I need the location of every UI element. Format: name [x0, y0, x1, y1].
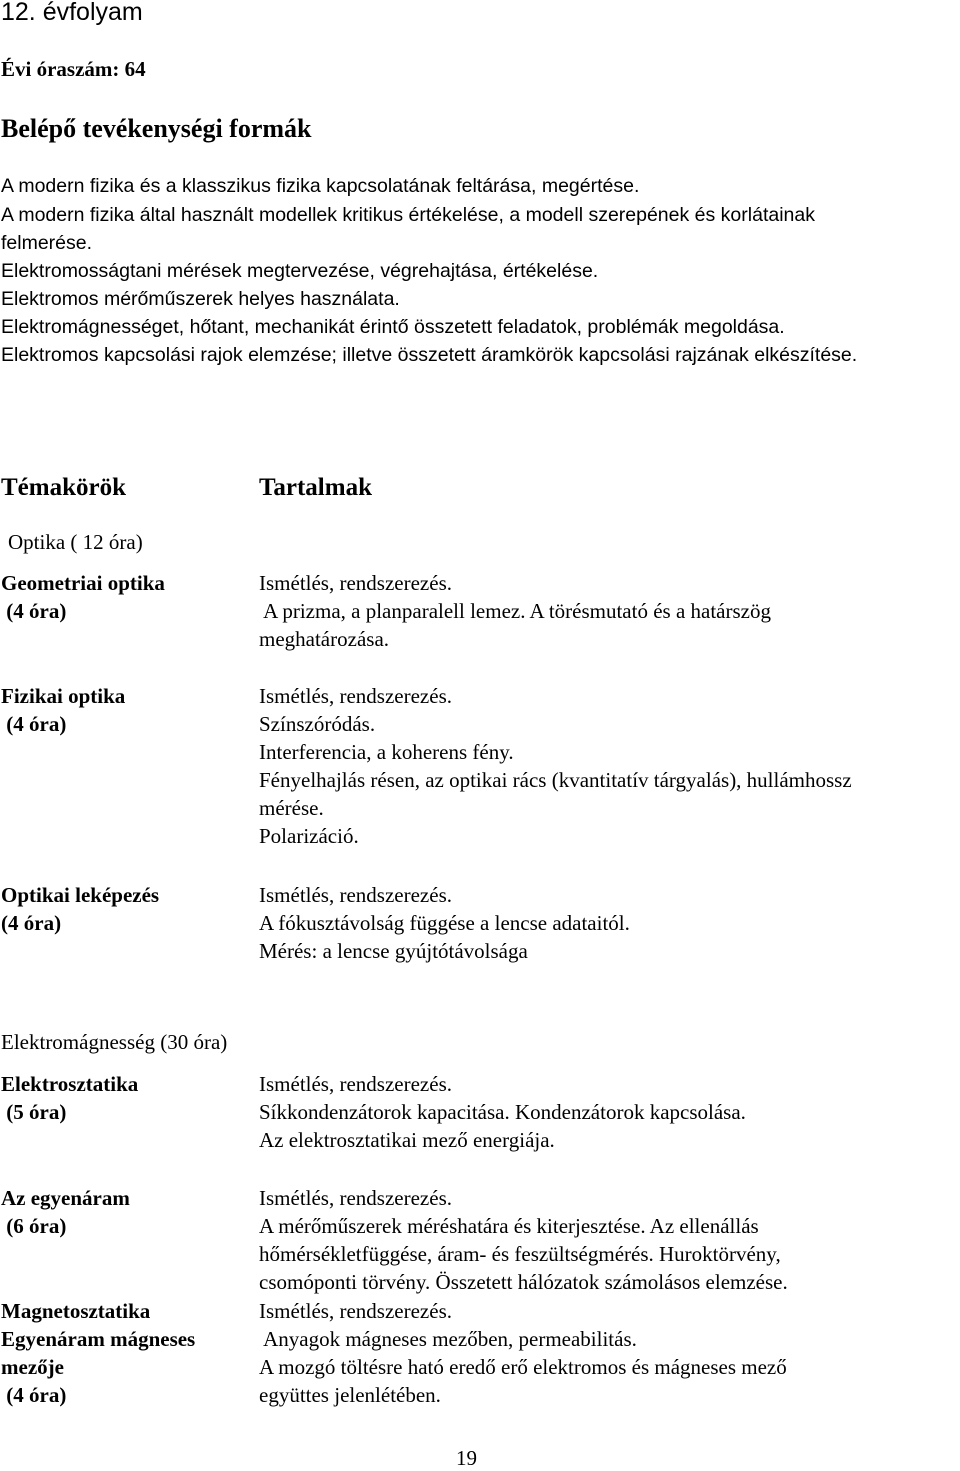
topic-content-geometric-optics: [259, 569, 771, 653]
content-line: Az elektrosztatikai mező energiája.: [259, 1128, 555, 1152]
topic-label-line: Magnetosztatika: [1, 1299, 151, 1323]
topic-content-electrostatics: [259, 1070, 746, 1154]
topic-content-optical-imaging: [259, 881, 630, 965]
page-number: 19: [456, 1446, 477, 1470]
content-line: Anyagok mágneses mezőben, permeabilitás.: [259, 1327, 637, 1351]
intro-line: felmerése.: [1, 232, 93, 254]
topic-content-magnetostatics: [259, 1297, 787, 1409]
topic-label-line: Geometriai optika: [1, 571, 165, 595]
topic-label-direct-current: [1, 1184, 130, 1240]
topic-label-line: (4 óra): [1, 599, 67, 623]
grade-heading: 12. évfolyam: [1, 0, 143, 26]
content-line: Ismétlés, rendszerezés.: [259, 1186, 452, 1210]
content-line: Ismétlés, rendszerezés.: [259, 1299, 452, 1323]
content-line: Mérés: a lencse gyújtótávolsága: [259, 939, 528, 963]
content-line: együttes jelenlétében.: [259, 1383, 441, 1407]
content-line: A prizma, a planparalell lemez. A törésmutató és a határszög: [259, 599, 771, 623]
topic-label-line: (4 óra): [1, 712, 67, 736]
content-line: A mérőműszerek méréshatára és kiterjesztése. Az ellenállás: [259, 1214, 759, 1238]
content-line: hőmérsékletfüggése, áram- és feszültségmérés. Huroktörvény,: [259, 1242, 781, 1266]
section-title-electromagnetism: Elektromágnesség (30 óra): [1, 1030, 228, 1054]
topic-label-line: Az egyenáram: [1, 1186, 130, 1210]
topic-label-line: Fizikai optika: [1, 684, 126, 708]
topic-content-direct-current: [259, 1184, 788, 1296]
content-line: A mozgó töltésre ható eredő erő elektromos és mágneses mező: [259, 1355, 787, 1379]
topic-label-line: Egyenáram mágneses: [1, 1327, 196, 1351]
topics-header: Témakörök: [1, 474, 126, 501]
topic-label-line: (4 óra): [1, 1383, 67, 1407]
content-line: Ismétlés, rendszerezés.: [259, 684, 452, 708]
topic-label-line: Elektrosztatika: [1, 1072, 139, 1096]
topic-label-line: mezője: [1, 1355, 64, 1379]
topic-label-line: (5 óra): [1, 1100, 67, 1124]
topic-label-line: (6 óra): [1, 1214, 67, 1238]
content-line: Ismétlés, rendszerezés.: [259, 883, 452, 907]
topic-label-magnetostatics: [1, 1297, 195, 1409]
content-line: Fényelhajlás résen, az optikai rács (kvantitatív tárgyalás), hullámhossz: [259, 768, 852, 792]
content-line: meghatározása.: [259, 627, 390, 651]
content-line: Színszóródás.: [259, 712, 376, 736]
section-title-optics: Optika ( 12 óra): [8, 530, 143, 554]
content-line: A fókusztávolság függése a lencse adataitól.: [259, 911, 630, 935]
content-line: mérése.: [259, 796, 324, 820]
topic-content-physical-optics: [259, 682, 852, 850]
content-line: Ismétlés, rendszerezés.: [259, 571, 452, 595]
content-line: Polarizáció.: [259, 824, 359, 848]
contents-header: Tartalmak: [259, 474, 372, 501]
intro-line: Elektromos kapcsolási rajok elemzése; illetve összetett áramkörök kapcsolási rajzának elkészítése.: [1, 344, 858, 366]
topic-label-line: Optikai leképezés: [1, 883, 160, 907]
topic-label-geometric-optics: [1, 569, 165, 625]
topic-label-optical-imaging: [1, 881, 159, 937]
topic-label-line: (4 óra): [1, 911, 62, 935]
intro-line: A modern fizika által használt modellek kritikus értékelése, a modell szerepének és korlátainak: [1, 204, 815, 226]
topic-label-electrostatics: [1, 1070, 138, 1126]
intro-line: Elektromos mérőműszerek helyes használata.: [1, 288, 400, 310]
content-line: Interferencia, a koherens fény.: [259, 740, 514, 764]
content-line: Ismétlés, rendszerezés.: [259, 1072, 452, 1096]
intro-line: A modern fizika és a klasszikus fizika kapcsolatának feltárása, megértése.: [1, 175, 640, 197]
content-line: csomóponti törvény. Összetett hálózatok számolásos elemzése.: [259, 1270, 788, 1294]
intro-line: Elektromosságtani mérések megtervezése, végrehajtása, értékelése.: [1, 260, 599, 282]
intro-line: Elektromágnességet, hőtant, mechanikát érintő összetett feladatok, problémák megoldása.: [1, 316, 785, 338]
entry-activities-title: Belépő tevékenységi formák: [1, 114, 312, 143]
annual-hours: Évi óraszám: 64: [1, 57, 146, 81]
content-line: Síkkondenzátorok kapacitása. Kondenzátorok kapcsolása.: [259, 1100, 746, 1124]
topic-label-physical-optics: [1, 682, 125, 738]
